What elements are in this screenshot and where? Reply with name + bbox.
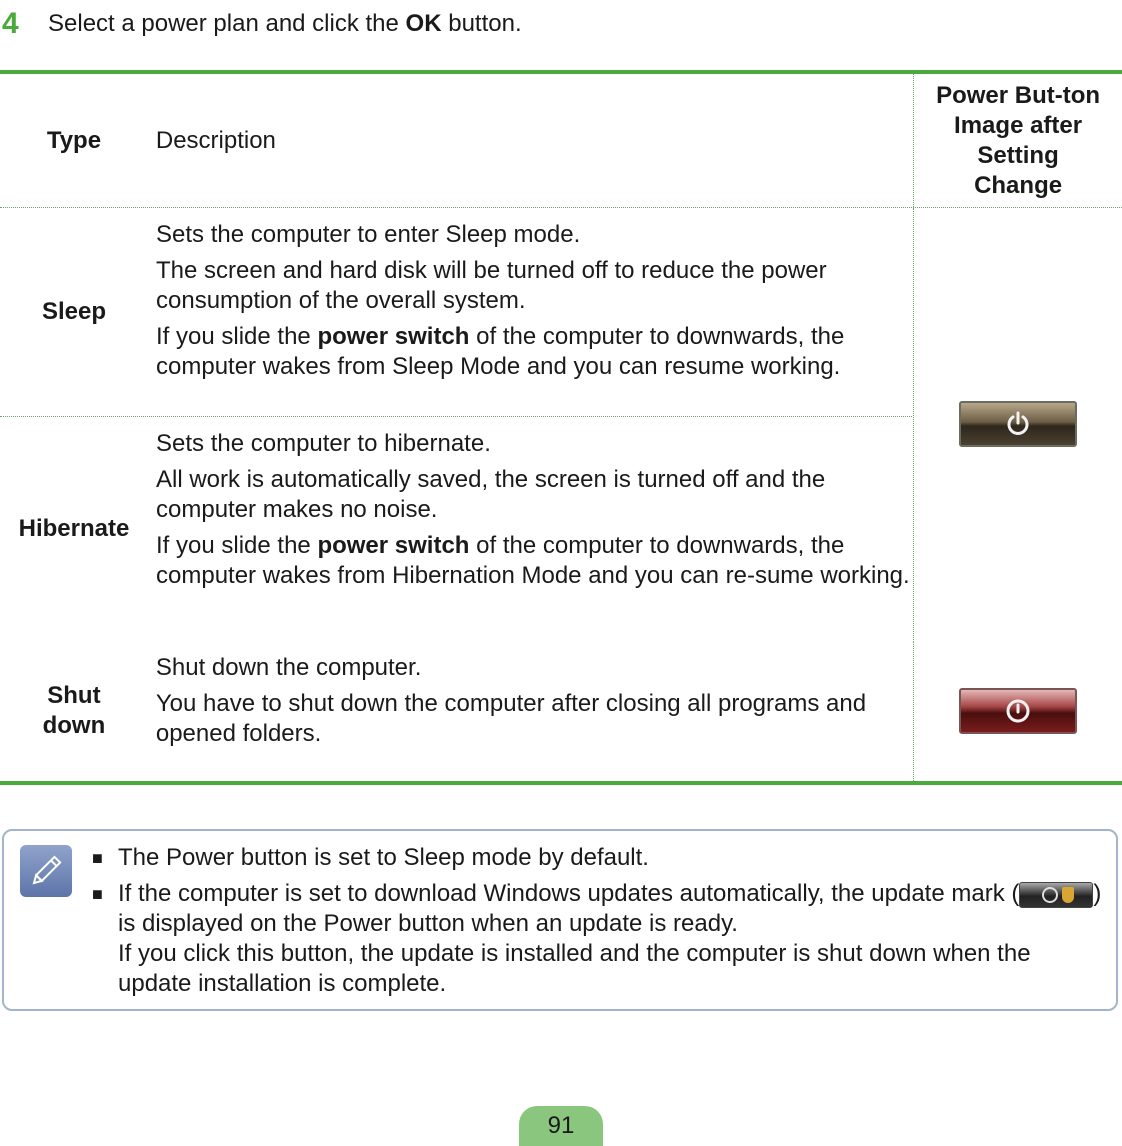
shield-icon (1062, 887, 1074, 903)
power-icon (1005, 411, 1031, 437)
row-type-sleep: Sleep (41, 298, 107, 325)
row-type-shutdown: Shut down (42, 682, 106, 739)
page-number: 91 (519, 1106, 603, 1146)
sleep-button-image-cell (913, 208, 1122, 640)
shutdown-power-button-image (959, 688, 1077, 734)
row-type-hibernate: Hibernate (18, 515, 130, 542)
pencil-note-icon (20, 845, 72, 897)
table-row (0, 641, 1122, 781)
shutdown-button-image-cell (913, 641, 1122, 781)
table-header-row (0, 74, 1122, 207)
step-text: Select a power plan and click the OK button. (48, 10, 522, 37)
power-plan-table (0, 70, 1122, 785)
ok-label: OK (405, 10, 442, 37)
list-item: ■ The Power button is set to Sleep mode by default. (92, 844, 649, 871)
pencil-icon (26, 851, 66, 891)
row-description: Shut down the computer. You have to shut down the computer after closing all programs and opened folders. (155, 654, 867, 747)
header-type: Type (46, 126, 102, 154)
header-button-image: Power But-ton Image after Setting Change (913, 74, 1122, 207)
row-description: Sets the computer to enter Sleep mode. The screen and hard disk will be turned off to reduce the power consumption of the overall system. If you slide the power switch of the computer to downwards, the computer wakes from Sleep Mode and you can resume working. (156, 221, 845, 380)
row-description: Sets the computer to hibernate. All work is automatically saved, the screen is turned off and the computer makes no noise. If you slide the power switch of the computer to downwards, the computer wakes from Hibernation Mode and you can re-sume working. (156, 430, 910, 589)
step-number: 4 (2, 7, 19, 40)
note-list (92, 843, 1102, 1005)
update-mark-button-image (1019, 882, 1093, 908)
step-instruction (0, 4, 522, 44)
list-item: ■ If the computer is set to download Windows updates automatically, the update mark ( ) is displayed on the Power button when an update is ready. If you click this button, the update is installed and the computer is shut down when the update installation is complete. (92, 880, 1102, 997)
note-box (2, 829, 1118, 1011)
sleep-power-button-image (959, 401, 1077, 447)
header-description: Description (155, 126, 276, 154)
power-icon (1005, 698, 1031, 724)
